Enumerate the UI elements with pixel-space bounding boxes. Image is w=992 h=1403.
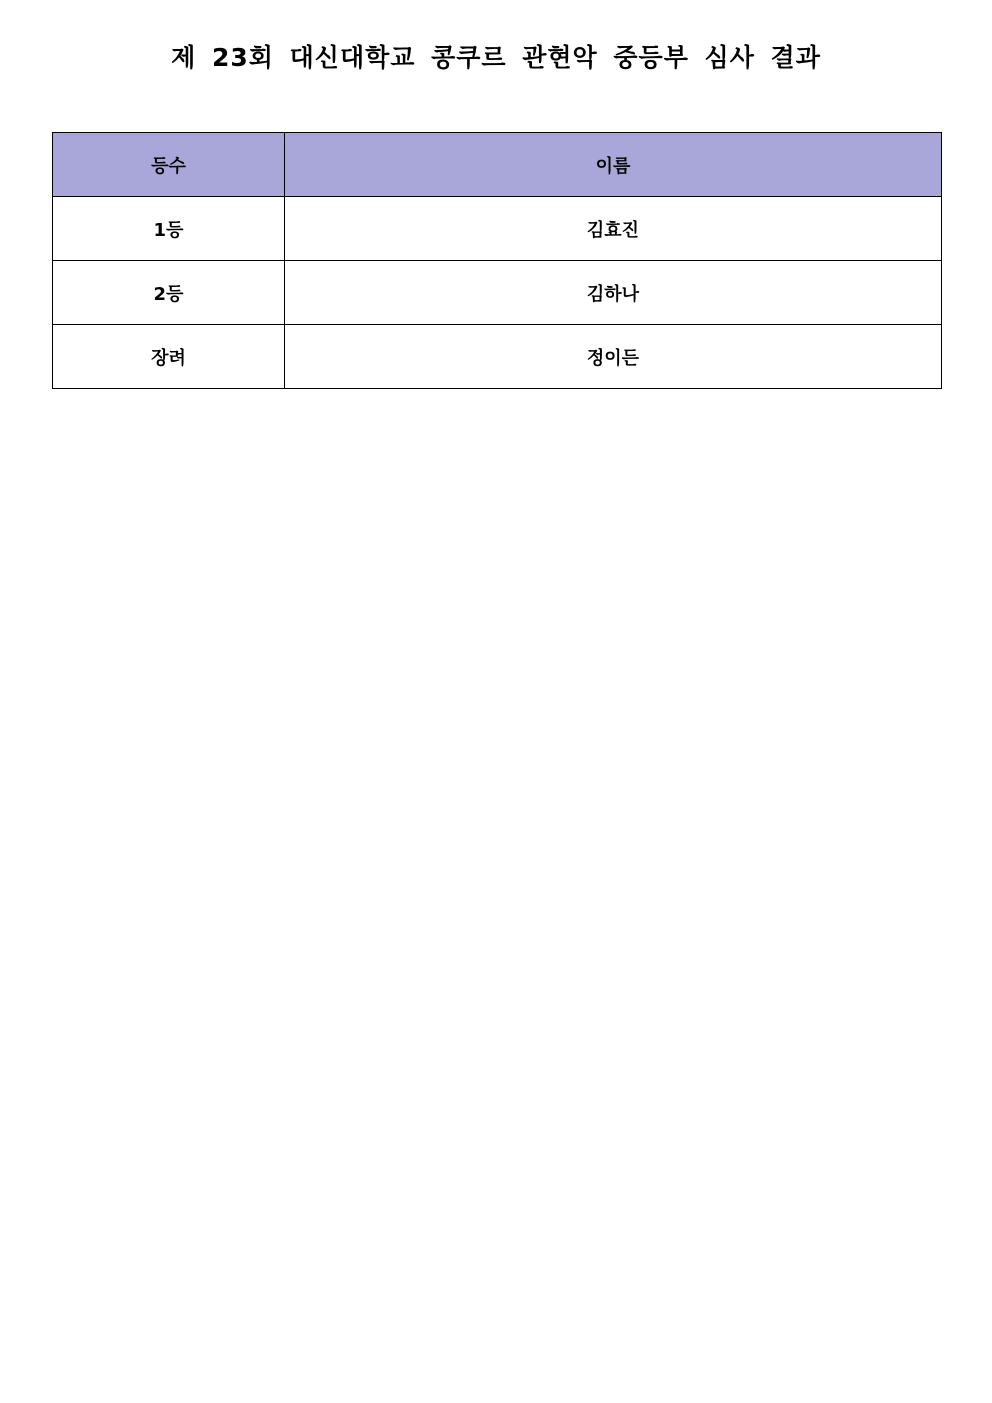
rank-cell: 1등 xyxy=(53,197,285,261)
table-row xyxy=(53,325,942,389)
name-cell: 정이든 xyxy=(285,325,942,389)
name-cell: 김효진 xyxy=(285,197,942,261)
document-title: 제 23회 대신대학교 콩쿠르 관현악 중등부 심사 결과 xyxy=(171,43,821,72)
table-row xyxy=(53,261,942,325)
table-body xyxy=(53,197,942,389)
table-header xyxy=(53,133,942,197)
column-header-rank: 등수 xyxy=(53,133,285,197)
rank-cell: 장려 xyxy=(53,325,285,389)
table-row xyxy=(53,197,942,261)
table-header-row xyxy=(53,133,942,197)
name-cell: 김하나 xyxy=(285,261,942,325)
rank-cell: 2등 xyxy=(53,261,285,325)
results-table xyxy=(52,132,942,389)
column-header-name: 이름 xyxy=(285,133,942,197)
